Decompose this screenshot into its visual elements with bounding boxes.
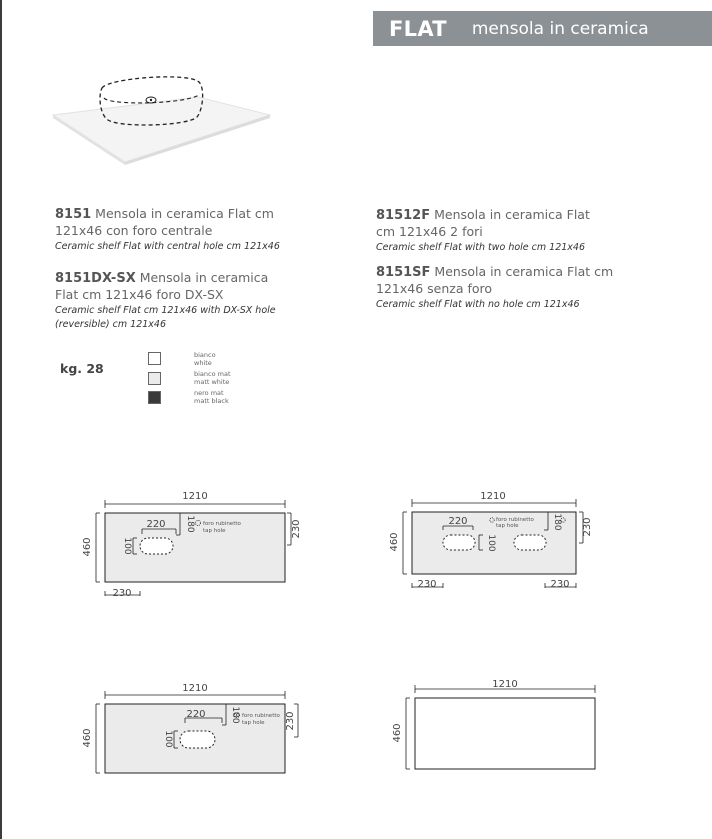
- drawing-8151dx-sx: [80, 677, 310, 777]
- product-desc-en: Ceramic shelf Flat cm 121x46 with DX-SX hole (reversible) cm 121x46: [55, 305, 276, 330]
- product-8151: [55, 206, 285, 254]
- dim-230-left: 230: [417, 579, 437, 590]
- product-code: 8151DX-SX: [55, 271, 136, 286]
- dim-220: 220: [186, 709, 206, 720]
- product-8151dx-sx: [55, 270, 285, 332]
- product-code: 8151SF: [376, 265, 431, 280]
- product-desc-it: Mensola in ceramica Flat cm 121x46 senza foro: [376, 264, 614, 296]
- swatch-matt-black: [148, 391, 161, 404]
- dim-depth: 460: [392, 723, 403, 743]
- dim-depth: 460: [82, 728, 93, 748]
- page-header: [373, 11, 712, 46]
- swatch-white: [148, 352, 161, 365]
- product-desc-en: Ceramic shelf Flat with two hole cm 121x46: [376, 242, 586, 253]
- header-subtitle: mensola in ceramica: [471, 18, 649, 39]
- product-desc-it: Mensola in ceramica Flat cm 121x46 foro DX-SX: [55, 270, 269, 302]
- product-desc-en: Ceramic shelf Flat with no hole cm 121x46: [376, 299, 580, 310]
- dim-230: 230: [582, 517, 593, 537]
- weight-label: kg. 28: [60, 361, 104, 376]
- drawing-8151sf: [385, 677, 615, 777]
- tap-hole-label-en: tap hole: [203, 528, 226, 534]
- header-title: FLAT: [389, 16, 447, 41]
- finish-label-white: bianco white: [194, 351, 216, 367]
- dim-230: 230: [291, 519, 302, 539]
- dim-depth: 460: [82, 537, 93, 557]
- dim-width: 1210: [480, 491, 506, 502]
- product-desc-it: Mensola in ceramica Flat cm 121x46 2 fori: [376, 207, 590, 239]
- dim-width: 1210: [492, 679, 518, 690]
- dim-180: 180: [552, 513, 562, 531]
- product-8151sf: [376, 264, 631, 312]
- dim-220: 220: [146, 519, 166, 530]
- drawing-81512f: [385, 485, 615, 595]
- dim-220: 220: [448, 516, 468, 527]
- dim-depth: 460: [389, 532, 400, 552]
- swatch-matt-white: [148, 372, 161, 385]
- dim-width: 1210: [182, 683, 208, 694]
- product-81512f: [376, 207, 606, 255]
- dim-230-right: 230: [550, 579, 570, 590]
- product-code: 81512F: [376, 208, 431, 223]
- product-code: 8151: [55, 207, 92, 222]
- dim-180: 180: [230, 706, 240, 724]
- finish-label-matt-black: nero mat matt black: [194, 389, 229, 405]
- tap-hole-label-en: tap hole: [242, 720, 265, 726]
- finish-label-matt-white: bianco mat matt white: [194, 370, 231, 386]
- dim-100: 100: [163, 730, 173, 748]
- tap-hole-label: foro rubinetto: [242, 713, 280, 719]
- dim-230-bottom: 230: [112, 588, 132, 599]
- page-left-edge: [0, 0, 2, 839]
- tap-hole-label-en: tap hole: [496, 523, 519, 529]
- product-desc-it: Mensola in ceramica Flat cm 121x46 con foro centrale: [55, 206, 274, 238]
- tap-hole-label: foro rubinetto: [496, 517, 534, 523]
- product-desc-en: Ceramic shelf Flat with central hole cm 121x46: [55, 241, 280, 252]
- shelf-illustration: [50, 70, 275, 165]
- dim-width: 1210: [182, 491, 208, 502]
- dim-100: 100: [122, 537, 132, 555]
- drawing-8151: [80, 485, 310, 605]
- dim-180: 180: [185, 515, 195, 533]
- dim-100: 100: [486, 534, 496, 552]
- tap-hole-label: foro rubinetto: [203, 521, 241, 527]
- dim-230: 230: [285, 711, 296, 731]
